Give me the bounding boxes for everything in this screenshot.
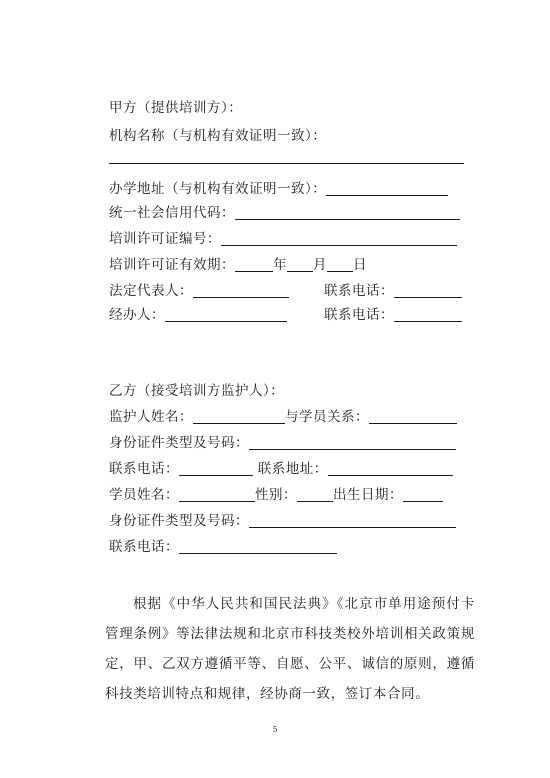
license-year-field[interactable] [235, 257, 273, 272]
student-row [109, 486, 443, 504]
guardian-name-label: 监护人姓名： [109, 409, 193, 425]
guardian-address-label: 联系地址： [257, 461, 328, 477]
guardian-row [109, 408, 457, 426]
page-number: 5 [272, 725, 278, 734]
preamble-paragraph: 根据《中华人民共和国民法典》《北京市单用途预付卡管理条例》等法律法规和北京市科技类校外培训相关政策规定，甲、乙双方遵循平等、自愿、公平、诚信的原则，遵循科技类培训特点和规律，经协商一致，签订本合同。 [105, 596, 475, 702]
student-id-row [109, 512, 456, 530]
birth-label: 出生日期： [333, 487, 403, 503]
guardian-id-field[interactable] [249, 435, 456, 450]
credit-code-field[interactable] [235, 205, 460, 220]
handler-label: 经办人： [109, 307, 165, 323]
address-row [109, 180, 448, 198]
gender-field[interactable] [297, 487, 333, 502]
phone-row-a [324, 282, 462, 300]
phone-label-a2: 联系电话： [324, 307, 394, 323]
org-name-label: 机构名称（与机构有效证明一致）： [109, 128, 327, 144]
phone-row-a2 [324, 306, 462, 324]
license-month-field[interactable] [287, 257, 313, 272]
party-a-heading: 甲方（提供培训方）： [109, 100, 243, 116]
guardian-phone-field[interactable] [179, 461, 253, 476]
party-b-heading: 乙方（接受培训方监护人）： [109, 383, 285, 399]
relation-field[interactable] [369, 409, 457, 424]
student-phone-row [109, 538, 337, 556]
relation-label: 与学员关系： [285, 409, 369, 425]
phone-field-a2[interactable] [394, 307, 462, 322]
month-char: 月 [313, 257, 327, 273]
org-name-field[interactable] [109, 163, 464, 164]
student-id-label: 身份证件类型及号码： [109, 513, 249, 529]
student-phone-field[interactable] [179, 539, 337, 554]
license-no-row [109, 230, 457, 248]
student-id-field[interactable] [249, 513, 456, 528]
guardian-contact-row [109, 460, 453, 478]
guardian-name-field[interactable] [193, 409, 285, 424]
address-field[interactable] [326, 181, 448, 196]
year-char: 年 [273, 257, 287, 273]
license-valid-label: 培训许可证有效期： [109, 257, 235, 273]
gender-label: 性别： [255, 487, 297, 503]
guardian-phone-label: 联系电话： [109, 461, 179, 477]
legal-rep-field[interactable] [193, 283, 289, 298]
legal-rep-row [109, 282, 289, 300]
phone-field-a[interactable] [394, 283, 462, 298]
guardian-address-field[interactable] [328, 461, 453, 476]
license-no-label: 培训许可证编号： [109, 231, 221, 247]
credit-code-label: 统一社会信用代码： [109, 205, 235, 221]
license-valid-row [109, 256, 367, 274]
guardian-id-row [109, 434, 456, 452]
address-label: 办学地址（与机构有效证明一致）： [109, 181, 327, 197]
handler-row [109, 306, 287, 324]
handler-field[interactable] [165, 307, 287, 322]
student-name-field[interactable] [179, 487, 255, 502]
credit-code-row [109, 204, 460, 222]
student-phone-label: 联系电话： [109, 539, 179, 555]
phone-label-a: 联系电话： [324, 283, 394, 299]
birth-field[interactable] [403, 487, 443, 502]
day-char: 日 [353, 257, 367, 273]
legal-rep-label: 法定代表人： [109, 283, 193, 299]
student-name-label: 学员姓名： [109, 487, 179, 503]
license-day-field[interactable] [327, 257, 353, 272]
license-no-field[interactable] [221, 231, 457, 246]
guardian-id-label: 身份证件类型及号码： [109, 435, 249, 451]
